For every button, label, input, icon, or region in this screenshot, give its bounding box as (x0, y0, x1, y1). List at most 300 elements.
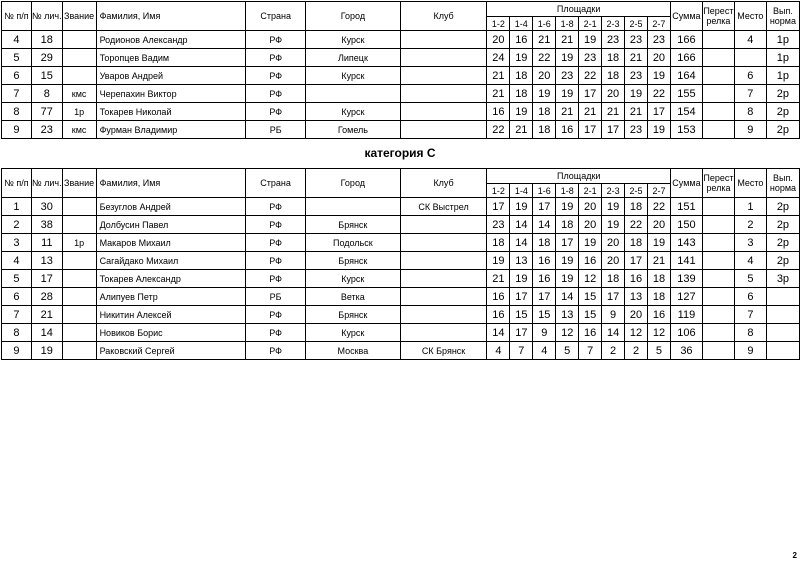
cell-rank: кмс (62, 121, 96, 139)
cell-norm (766, 342, 799, 360)
cell-country: РБ (246, 288, 306, 306)
cell-score: 16 (625, 270, 648, 288)
cell-score: 18 (648, 270, 671, 288)
cell-score: 18 (510, 67, 533, 85)
cell-city: Брянск (306, 252, 401, 270)
table-row (2, 67, 800, 85)
cell-score: 7 (579, 342, 602, 360)
cell-score: 18 (533, 234, 556, 252)
cell-num: 9 (2, 121, 32, 139)
cell-score: 19 (647, 121, 670, 139)
cell-country: РФ (246, 324, 306, 342)
cell-score: 22 (487, 121, 510, 139)
cell-shootoff (702, 288, 734, 306)
cell-score: 19 (556, 252, 579, 270)
col-header-area: 2-7 (647, 17, 670, 31)
cell-score: 14 (533, 216, 556, 234)
col-header-area: 2-7 (648, 184, 671, 198)
cell-city: Брянск (306, 216, 401, 234)
cell-score: 20 (487, 31, 510, 49)
cell-score: 19 (579, 31, 602, 49)
cell-shootoff (702, 121, 734, 139)
cell-lic: 13 (31, 252, 62, 270)
cell-lic: 8 (31, 85, 62, 103)
cell-score: 19 (556, 270, 579, 288)
table-row (2, 103, 800, 121)
col-header-place: Место (734, 169, 766, 198)
cell-shootoff (702, 306, 734, 324)
cell-name: Новиков Борис (96, 324, 246, 342)
cell-rank (62, 306, 96, 324)
col-header-club: Клуб (400, 2, 487, 31)
cell-club (400, 324, 487, 342)
cell-score: 21 (533, 31, 556, 49)
cell-city: Москва (306, 342, 401, 360)
col-header-norm: Вып. норма (766, 2, 799, 31)
cell-place: 3 (734, 234, 766, 252)
col-header-lic: № лич. (31, 169, 62, 198)
cell-city: Курск (306, 324, 401, 342)
cell-rank (62, 270, 96, 288)
cell-score: 20 (533, 67, 556, 85)
col-header-shootoff: Перест релка (702, 2, 734, 31)
cell-num: 4 (2, 31, 32, 49)
cell-score: 4 (533, 342, 556, 360)
cell-club (400, 270, 487, 288)
col-header-area: 1-4 (510, 17, 533, 31)
cell-score: 17 (556, 234, 579, 252)
cell-city: Подольск (306, 234, 401, 252)
cell-name: Торопцев Вадим (96, 49, 246, 67)
cell-rank (62, 252, 96, 270)
cell-score: 18 (625, 234, 648, 252)
cell-score: 16 (648, 306, 671, 324)
cell-shootoff (702, 198, 734, 216)
cell-score: 17 (647, 103, 670, 121)
cell-score: 7 (510, 342, 533, 360)
cell-score: 18 (487, 234, 510, 252)
cell-score: 20 (579, 198, 602, 216)
cell-lic: 15 (31, 67, 62, 85)
cell-score: 21 (487, 85, 510, 103)
col-header-area: 2-1 (579, 17, 602, 31)
cell-lic: 11 (31, 234, 62, 252)
table-row (2, 121, 800, 139)
cell-score: 23 (579, 49, 602, 67)
table-row (2, 270, 800, 288)
cell-rank (62, 324, 96, 342)
cell-score: 20 (602, 252, 625, 270)
cell-score: 17 (602, 288, 625, 306)
col-header-num: № п/п (2, 169, 32, 198)
table-row (2, 198, 800, 216)
cell-city (306, 85, 401, 103)
cell-place: 7 (734, 85, 766, 103)
cell-sum: 166 (670, 31, 702, 49)
cell-shootoff (702, 216, 734, 234)
table-row (2, 31, 800, 49)
cell-score: 18 (510, 85, 533, 103)
col-header-area: 1-6 (533, 184, 556, 198)
cell-city: Липецк (306, 49, 401, 67)
cell-name: Уваров Андрей (96, 67, 246, 85)
cell-lic: 38 (31, 216, 62, 234)
cell-score: 23 (556, 67, 579, 85)
cell-shootoff (702, 103, 734, 121)
col-header-area: 1-8 (556, 17, 579, 31)
col-header-area: 2-5 (625, 184, 648, 198)
col-header-rank: Звание (62, 169, 96, 198)
cell-club (400, 103, 487, 121)
cell-score: 20 (602, 85, 625, 103)
cell-score: 22 (647, 85, 670, 103)
cell-score: 16 (533, 252, 556, 270)
col-header-area: 1-6 (533, 17, 556, 31)
cell-score: 9 (533, 324, 556, 342)
cell-shootoff (702, 324, 734, 342)
cell-norm (766, 306, 799, 324)
cell-country: РФ (246, 103, 306, 121)
cell-country: РФ (246, 252, 306, 270)
cell-name: Алипуев Петр (96, 288, 246, 306)
cell-sum: 154 (670, 103, 702, 121)
cell-score: 18 (602, 270, 625, 288)
cell-country: РФ (246, 85, 306, 103)
cell-sum: 155 (670, 85, 702, 103)
col-header-country: Страна (246, 169, 306, 198)
table-row (2, 234, 800, 252)
cell-score: 19 (510, 198, 533, 216)
cell-score: 23 (487, 216, 510, 234)
table-body (2, 198, 800, 360)
cell-shootoff (702, 85, 734, 103)
cell-name: Никитин Алексей (96, 306, 246, 324)
cell-city: Курск (306, 67, 401, 85)
cell-place: 6 (734, 67, 766, 85)
cell-score: 12 (579, 270, 602, 288)
cell-place: 6 (734, 288, 766, 306)
table-row (2, 342, 800, 360)
cell-score: 20 (625, 306, 648, 324)
cell-score: 16 (487, 288, 510, 306)
col-header-num: № п/п (2, 2, 32, 31)
cell-score: 15 (579, 288, 602, 306)
cell-place: 1 (734, 198, 766, 216)
cell-name: Токарев Николай (96, 103, 246, 121)
cell-num: 6 (2, 67, 32, 85)
cell-score: 21 (510, 121, 533, 139)
cell-score: 4 (487, 342, 510, 360)
cell-norm (766, 324, 799, 342)
cell-rank: кмс (62, 85, 96, 103)
cell-country: РФ (246, 234, 306, 252)
cell-score: 23 (625, 121, 648, 139)
cell-country: РФ (246, 270, 306, 288)
cell-norm: 2р (766, 121, 799, 139)
col-header-club: Клуб (400, 169, 487, 198)
col-header-shootoff: Перест релка (702, 169, 734, 198)
table-row (2, 324, 800, 342)
cell-club (400, 252, 487, 270)
cell-score: 18 (602, 49, 625, 67)
cell-lic: 17 (31, 270, 62, 288)
cell-score: 17 (625, 252, 648, 270)
cell-name: Безуглов Андрей (96, 198, 246, 216)
cell-score: 23 (602, 31, 625, 49)
cell-score: 18 (556, 216, 579, 234)
cell-num: 5 (2, 49, 32, 67)
cell-country: РФ (246, 216, 306, 234)
cell-score: 19 (556, 85, 579, 103)
cell-norm: 1р (766, 49, 799, 67)
cell-place: 4 (734, 252, 766, 270)
cell-country: РФ (246, 342, 306, 360)
cell-place: 7 (734, 306, 766, 324)
cell-score: 23 (625, 67, 648, 85)
cell-club (400, 121, 487, 139)
cell-score: 16 (487, 103, 510, 121)
cell-name: Черепахин Виктор (96, 85, 246, 103)
cell-score: 17 (510, 324, 533, 342)
cell-score: 18 (625, 198, 648, 216)
col-header-country: Страна (246, 2, 306, 31)
cell-score: 15 (533, 306, 556, 324)
cell-score: 2 (602, 342, 625, 360)
cell-score: 16 (579, 324, 602, 342)
cell-score: 19 (602, 216, 625, 234)
cell-sum: 127 (670, 288, 702, 306)
cell-city (306, 198, 401, 216)
cell-norm (766, 288, 799, 306)
cell-score: 12 (556, 324, 579, 342)
cell-score: 17 (533, 198, 556, 216)
cell-score: 18 (648, 288, 671, 306)
cell-club (400, 306, 487, 324)
cell-sum: 153 (670, 121, 702, 139)
cell-num: 1 (2, 198, 32, 216)
cell-club: СК Брянск (400, 342, 487, 360)
table-body (2, 31, 800, 139)
cell-score: 20 (579, 216, 602, 234)
cell-lic: 77 (31, 103, 62, 121)
col-header-areas: Площадки (487, 2, 671, 17)
page-number: 2 (792, 551, 797, 560)
cell-score: 19 (579, 234, 602, 252)
cell-shootoff (702, 234, 734, 252)
cell-score: 22 (625, 216, 648, 234)
cell-city: Гомель (306, 121, 401, 139)
cell-club (400, 234, 487, 252)
cell-place (734, 49, 766, 67)
cell-score: 18 (602, 67, 625, 85)
table-row (2, 85, 800, 103)
cell-norm: 2р (766, 198, 799, 216)
cell-city: Курск (306, 270, 401, 288)
cell-sum: 150 (670, 216, 702, 234)
cell-score: 16 (533, 270, 556, 288)
cell-score: 15 (510, 306, 533, 324)
cell-norm: 2р (766, 85, 799, 103)
cell-score: 16 (556, 121, 579, 139)
cell-name: Раковский Сергей (96, 342, 246, 360)
cell-rank (62, 31, 96, 49)
cell-sum: 119 (670, 306, 702, 324)
table-header (2, 169, 800, 198)
cell-norm: 2р (766, 234, 799, 252)
cell-score: 21 (602, 103, 625, 121)
cell-rank (62, 67, 96, 85)
cell-sum: 164 (670, 67, 702, 85)
cell-sum: 166 (670, 49, 702, 67)
cell-club (400, 67, 487, 85)
col-header-area: 2-5 (625, 17, 648, 31)
cell-lic: 14 (31, 324, 62, 342)
cell-norm: 1р (766, 67, 799, 85)
cell-score: 12 (625, 324, 648, 342)
results-table-1 (1, 1, 800, 139)
cell-score: 16 (510, 31, 533, 49)
cell-score: 19 (625, 85, 648, 103)
cell-score: 16 (487, 306, 510, 324)
col-header-name: Фамилия, Имя (96, 2, 246, 31)
col-header-area: 1-2 (487, 184, 510, 198)
cell-score: 19 (487, 252, 510, 270)
table-row (2, 288, 800, 306)
cell-score: 12 (648, 324, 671, 342)
cell-score: 18 (533, 103, 556, 121)
cell-city: Брянск (306, 306, 401, 324)
cell-norm: 3р (766, 270, 799, 288)
cell-country: РФ (246, 306, 306, 324)
cell-score: 19 (533, 85, 556, 103)
col-header-sum: Сумма (670, 2, 702, 31)
cell-club (400, 49, 487, 67)
cell-sum: 106 (670, 324, 702, 342)
cell-sum: 36 (670, 342, 702, 360)
cell-lic: 18 (31, 31, 62, 49)
cell-score: 24 (487, 49, 510, 67)
cell-score: 22 (533, 49, 556, 67)
cell-num: 2 (2, 216, 32, 234)
cell-sum: 141 (670, 252, 702, 270)
cell-score: 17 (579, 85, 602, 103)
cell-score: 14 (510, 234, 533, 252)
cell-score: 17 (487, 198, 510, 216)
cell-lic: 19 (31, 342, 62, 360)
cell-rank (62, 342, 96, 360)
cell-score: 21 (556, 31, 579, 49)
cell-name: Токарев Александр (96, 270, 246, 288)
cell-name: Фурман Владимир (96, 121, 246, 139)
cell-score: 19 (556, 198, 579, 216)
cell-rank: 1р (62, 234, 96, 252)
cell-shootoff (702, 49, 734, 67)
cell-score: 16 (579, 252, 602, 270)
cell-country: РБ (246, 121, 306, 139)
cell-score: 14 (602, 324, 625, 342)
col-header-rank: Звание (62, 2, 96, 31)
cell-lic: 28 (31, 288, 62, 306)
cell-club (400, 85, 487, 103)
cell-score: 9 (602, 306, 625, 324)
cell-country: РФ (246, 67, 306, 85)
table-row (2, 216, 800, 234)
cell-shootoff (702, 252, 734, 270)
cell-score: 20 (647, 49, 670, 67)
cell-sum: 151 (670, 198, 702, 216)
cell-num: 3 (2, 234, 32, 252)
col-header-sum: Сумма (670, 169, 702, 198)
cell-num: 7 (2, 306, 32, 324)
cell-name: Родионов Александр (96, 31, 246, 49)
cell-score: 13 (510, 252, 533, 270)
cell-score: 19 (648, 234, 671, 252)
cell-rank (62, 49, 96, 67)
cell-shootoff (702, 31, 734, 49)
cell-num: 6 (2, 288, 32, 306)
cell-norm: 2р (766, 103, 799, 121)
cell-score: 14 (556, 288, 579, 306)
cell-score: 17 (533, 288, 556, 306)
col-header-city: Город (306, 2, 401, 31)
col-header-area: 2-3 (602, 17, 625, 31)
cell-score: 21 (625, 103, 648, 121)
cell-name: Сагайдако Михаил (96, 252, 246, 270)
cell-score: 14 (510, 216, 533, 234)
cell-score: 17 (579, 121, 602, 139)
cell-place: 4 (734, 31, 766, 49)
cell-score: 5 (648, 342, 671, 360)
cell-num: 4 (2, 252, 32, 270)
cell-norm: 2р (766, 252, 799, 270)
category-title: категория С (364, 146, 436, 160)
cell-score: 20 (648, 216, 671, 234)
cell-score: 19 (510, 270, 533, 288)
cell-place: 9 (734, 342, 766, 360)
cell-score: 17 (602, 121, 625, 139)
cell-score: 21 (487, 270, 510, 288)
cell-shootoff (702, 342, 734, 360)
cell-club (400, 216, 487, 234)
cell-place: 9 (734, 121, 766, 139)
cell-score: 13 (625, 288, 648, 306)
cell-score: 21 (579, 103, 602, 121)
cell-num: 7 (2, 85, 32, 103)
cell-score: 23 (625, 31, 648, 49)
cell-score: 18 (533, 121, 556, 139)
col-header-area: 2-1 (579, 184, 602, 198)
cell-score: 5 (556, 342, 579, 360)
cell-score: 20 (602, 234, 625, 252)
cell-num: 8 (2, 324, 32, 342)
cell-rank (62, 216, 96, 234)
cell-lic: 23 (31, 121, 62, 139)
cell-club (400, 288, 487, 306)
col-header-city: Город (306, 169, 401, 198)
cell-norm: 2р (766, 216, 799, 234)
cell-score: 21 (648, 252, 671, 270)
cell-score: 23 (647, 31, 670, 49)
cell-score: 21 (556, 103, 579, 121)
col-header-place: Место (734, 2, 766, 31)
col-header-lic: № лич. (31, 2, 62, 31)
cell-score: 19 (647, 67, 670, 85)
table-row (2, 252, 800, 270)
cell-score: 14 (487, 324, 510, 342)
cell-city: Курск (306, 31, 401, 49)
table-header (2, 2, 800, 31)
cell-rank (62, 288, 96, 306)
